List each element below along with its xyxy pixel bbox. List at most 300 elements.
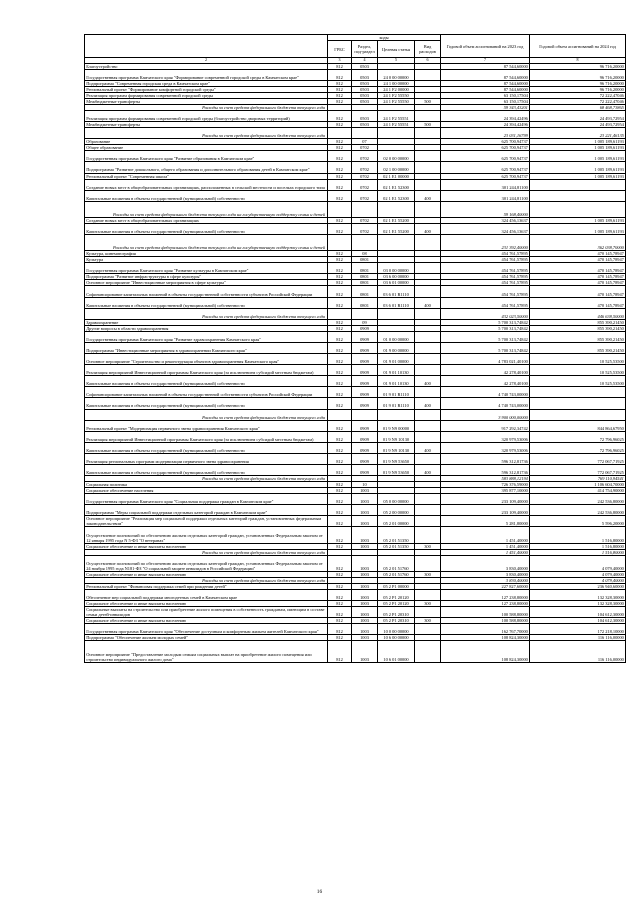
row-name: Основное мероприятие "Строительство и реконструкция объектов здравоохранения Камчатского края" xyxy=(85,354,328,365)
row-name: Реализация программ формирования современной городской среды xyxy=(85,92,328,98)
grbs-cell xyxy=(328,235,352,251)
grbs-cell: 812 xyxy=(328,482,352,488)
row-name: Культура xyxy=(85,257,328,263)
row-name: Реализация региональных программ модернизации первичного звена здравоохранения xyxy=(85,453,328,464)
razdel-cell: 1003 xyxy=(352,635,378,641)
row-name: Социальное обеспечение и иные выплаты населению xyxy=(85,571,328,577)
statya-cell: 02 1 E1 55200 xyxy=(378,223,415,234)
statya-cell: 02 0 00 00000 xyxy=(378,151,415,162)
row-name: Межбюджетные трансферты xyxy=(85,122,328,128)
razdel-cell: 0702 xyxy=(352,145,378,151)
header-codes: коды xyxy=(328,35,441,41)
budget-row xyxy=(85,151,626,162)
sum-2023-cell: 5 700 313,74842 xyxy=(441,342,530,353)
funding-note-text: Расходы за счет средств федерального бюджета текущего года xyxy=(85,128,328,139)
statya-cell xyxy=(378,235,415,251)
row-name: Государственная программа Камчатского края "Формирование современной городской среды в Камчатском крае" xyxy=(85,69,328,80)
grbs-cell: 812 xyxy=(328,583,352,589)
razdel-cell: 1003 xyxy=(352,607,378,618)
vid-cell: 400 xyxy=(415,223,441,234)
grbs-cell: 812 xyxy=(328,635,352,641)
razdel-cell: 0909 xyxy=(352,464,378,475)
funding-note-text: Расходы за счет средств федерального бюджета текущего года xyxy=(85,409,328,420)
sum-2024-cell: 23 221,46135 xyxy=(530,128,626,139)
sum-2023-cell: 454 761,57895 xyxy=(441,297,530,308)
sum-2024-cell: 470 145,78947 xyxy=(530,251,626,257)
row-name: Капитальные вложения в объекты государственной (муниципальной) собственности xyxy=(85,376,328,387)
sum-2023-cell: 454 761,57895 xyxy=(441,257,530,263)
funding-note-text: Расходы за счет средств федерального бюджета текущего года xyxy=(85,549,328,555)
header-sum-2023: Годовой объем ассигнований на 2023 год xyxy=(441,35,530,58)
razdel-cell: 0909 xyxy=(352,442,378,453)
budget-row xyxy=(85,286,626,297)
sum-2024-cell: 132 328,30000 xyxy=(530,601,626,607)
vid-cell: 500 xyxy=(415,98,441,104)
razdel-cell xyxy=(352,128,378,139)
row-name: Государственная программа Камчатского края "Развитие здравоохранения Камчатского края" xyxy=(85,331,328,342)
row-name: Подпрограмма "Инвестиционные мероприятия в здравоохранении Камчатского края" xyxy=(85,342,328,353)
statya-cell: 05 2 01 00000 xyxy=(378,516,415,527)
vid-cell xyxy=(415,555,441,571)
grbs-cell: 812 xyxy=(328,86,352,92)
row-name: Капитальные вложения в объекты государственной (муниципальной) собственности xyxy=(85,223,328,234)
row-name: Социальное обеспечение населения xyxy=(85,488,328,494)
grbs-cell: 812 xyxy=(328,179,352,190)
header-vid: Вид расходов xyxy=(415,41,441,58)
statya-cell: 24 1 F2 55551 xyxy=(378,122,415,128)
budget-row xyxy=(85,607,626,618)
vid-cell xyxy=(415,494,441,505)
sum-2024-cell: 470 145,78947 xyxy=(530,286,626,297)
row-name: Межбюджетные трансферты xyxy=(85,98,328,104)
grbs-cell: 812 xyxy=(328,325,352,331)
row-name: Региональный проект "Модернизация первичного звена здравоохранения Камчатского края" xyxy=(85,420,328,431)
sum-2024-cell: 1 005 189,61193 xyxy=(530,217,626,223)
header-sum-2024: Годовой объем ассигнований на 2024 год xyxy=(530,35,626,58)
statya-cell: 01 9 01 R1110 xyxy=(378,398,415,409)
statya-cell: 01 9 N9 53650 xyxy=(378,453,415,464)
sum-2024-cell: 470 145,78947 xyxy=(530,257,626,263)
razdel-cell: 1003 xyxy=(352,494,378,505)
statya-cell: 01 9 01 00000 xyxy=(378,354,415,365)
row-name: Основное мероприятие "Инвестиционные мероприятия в сфере культуры" xyxy=(85,280,328,286)
grbs-cell: 812 xyxy=(328,151,352,162)
vid-cell: 300 xyxy=(415,618,441,624)
grbs-cell: 812 xyxy=(328,376,352,387)
sum-2024-cell: 772 067,71925 xyxy=(530,464,626,475)
column-index: 4 xyxy=(352,58,378,64)
column-index: 2 xyxy=(85,58,328,64)
grbs-cell: 812 xyxy=(328,139,352,145)
sum-2024-cell: 96 716,20000 xyxy=(530,69,626,80)
razdel-cell xyxy=(352,409,378,420)
razdel-cell: 0503 xyxy=(352,98,378,104)
grbs-cell: 812 xyxy=(328,319,352,325)
sum-2024-cell: 116 116,00000 xyxy=(530,641,626,662)
sum-2023-cell: 1 451,40000 xyxy=(441,549,530,555)
grbs-cell: 812 xyxy=(328,251,352,257)
budget-row xyxy=(85,505,626,516)
budget-row xyxy=(85,179,626,190)
sum-2024-cell: 772 067,71925 xyxy=(530,453,626,464)
razdel-cell: 0909 xyxy=(352,398,378,409)
statya-cell: 03 6 01 R1110 xyxy=(378,297,415,308)
statya-cell: 24 1 F2 00000 xyxy=(378,86,415,92)
budget-row xyxy=(85,223,626,234)
grbs-cell: 812 xyxy=(328,122,352,128)
row-name: Капитальные вложения в объекты государственной (муниципальной) собственности xyxy=(85,464,328,475)
razdel-cell: 0702 xyxy=(352,151,378,162)
sum-2023-cell: 162 767,70000 xyxy=(441,624,530,635)
grbs-cell: 812 xyxy=(328,365,352,376)
row-name: Социальное обеспечение и иные выплаты населению xyxy=(85,618,328,624)
statya-cell: 01 9 01 10130 xyxy=(378,365,415,376)
vid-cell xyxy=(415,162,441,173)
sum-2023-cell: 454 761,57895 xyxy=(441,263,530,274)
row-name: Культура, кинематография xyxy=(85,251,328,257)
sum-2023-cell: 395 877,10000 xyxy=(441,488,530,494)
razdel-cell: 1003 xyxy=(352,601,378,607)
statya-cell: 01 9 N9 53650 xyxy=(378,464,415,475)
razdel-cell: 09 xyxy=(352,319,378,325)
statya-cell: 02 1 E1 52300 xyxy=(378,190,415,201)
vid-cell xyxy=(415,342,441,353)
row-name: Государственная программа Камчатского края "Развитие образования в Камчатском крае" xyxy=(85,151,328,162)
razdel-cell xyxy=(352,308,378,319)
sum-2023-cell: 227 827,60000 xyxy=(441,583,530,589)
sum-2024-cell: 470 145,78947 xyxy=(530,280,626,286)
razdel-cell: 0503 xyxy=(352,63,378,69)
razdel-cell: 0801 xyxy=(352,263,378,274)
row-name: Осуществление полномочий по обеспечению жильем отдельных категорий граждан, установленных Федеральным законом от 12 января 1995 года N 5-ФЗ "О ветеранах" xyxy=(85,527,328,543)
sum-2024-cell: 1 005 189,61193 xyxy=(530,173,626,179)
sum-2024-cell: 414 754,90000 xyxy=(530,488,626,494)
statya-cell: 24 1 F2 55551 xyxy=(378,111,415,122)
sum-2024-cell: 470 145,78947 xyxy=(530,263,626,274)
vid-cell: 300 xyxy=(415,601,441,607)
statya-cell: 03 6 01 00000 xyxy=(378,280,415,286)
statya-cell: 05 2 P1 00000 xyxy=(378,583,415,589)
grbs-cell: 812 xyxy=(328,590,352,601)
row-name: Государственная программа Камчатского края "Обеспечение доступным и комфортным жильем жителей Камчатского края" xyxy=(85,624,328,635)
sum-2023-cell: 4 783 021,40100 xyxy=(441,354,530,365)
funding-note-row xyxy=(85,308,626,319)
funding-note-text: Расходы за счет средств федерального бюджета текущего года на государственную поддержку семьи и детей xyxy=(85,201,328,217)
row-name: Основное мероприятие "Предоставление молодым семьям социальных выплат на приобретение жилого помещения или строительство индивидуального жилого дома" xyxy=(85,641,328,662)
statya-cell: 05 2 01 51760 xyxy=(378,555,415,571)
vid-cell xyxy=(415,69,441,80)
grbs-cell: 812 xyxy=(328,331,352,342)
sum-2024-cell: 1 005 189,61193 xyxy=(530,223,626,234)
sum-2023-cell: 100 588,80000 xyxy=(441,607,530,618)
vid-cell xyxy=(415,151,441,162)
grbs-cell: 812 xyxy=(328,98,352,104)
razdel-cell: 1003 xyxy=(352,505,378,516)
vid-cell xyxy=(415,201,441,217)
grbs-cell: 812 xyxy=(328,618,352,624)
grbs-cell: 812 xyxy=(328,173,352,179)
vid-cell xyxy=(415,607,441,618)
statya-cell: 05 2 00 00000 xyxy=(378,505,415,516)
grbs-cell xyxy=(328,201,352,217)
sum-2024-cell: 132 328,30000 xyxy=(530,590,626,601)
grbs-cell: 812 xyxy=(328,607,352,618)
grbs-cell: 812 xyxy=(328,63,352,69)
sum-2023-cell: 596 312,81736 xyxy=(441,464,530,475)
row-name: Подпрограмма "Меры социальной поддержки отдельных категорий граждан в Камчатском крае" xyxy=(85,505,328,516)
sum-2023-cell: 108 824,30000 xyxy=(441,641,530,662)
sum-2024-cell: 72 222,47046 xyxy=(530,92,626,98)
budget-row xyxy=(85,387,626,398)
row-name: Здравоохранение xyxy=(85,319,328,325)
vid-cell: 400 xyxy=(415,398,441,409)
row-name: Капитальные вложения в объекты государственной (муниципальной) собственности xyxy=(85,398,328,409)
grbs-cell: 812 xyxy=(328,527,352,543)
grbs-cell: 812 xyxy=(328,223,352,234)
funding-note-row xyxy=(85,409,626,420)
row-name: Создание новых мест в общеобразовательных организациях xyxy=(85,217,328,223)
grbs-cell: 812 xyxy=(328,555,352,571)
column-index: 8 xyxy=(530,58,626,64)
razdel-cell: 0909 xyxy=(352,354,378,365)
vid-cell xyxy=(415,354,441,365)
grbs-cell: 812 xyxy=(328,69,352,80)
funding-note-row xyxy=(85,201,626,217)
row-name: Капитальные вложения в объекты государственной (муниципальной) собственности xyxy=(85,297,328,308)
razdel-cell: 0909 xyxy=(352,325,378,331)
row-name: Осуществление полномочий по обеспечению жильем отдельных категорий граждан, установленных Федеральным законом от 24 ноября 1995 года N181-ФЗ "О социальной защите инвалидов в Российской Федерации" xyxy=(85,555,328,571)
sum-2023-cell: 454 761,57895 xyxy=(441,280,530,286)
sum-2023-cell: 3 830,40000 xyxy=(441,571,530,577)
row-name: Социальные выплаты на строительство или приобретение жилого помещения в собственность гражданам, имеющим в составе семьи детей-инвалидов xyxy=(85,607,328,618)
razdel-cell: 0909 xyxy=(352,365,378,376)
grbs-cell xyxy=(328,308,352,319)
vid-cell xyxy=(415,331,441,342)
page-number: 16 xyxy=(316,889,323,895)
vid-cell xyxy=(415,590,441,601)
razdel-cell: 08 xyxy=(352,251,378,257)
budget-row xyxy=(85,516,626,527)
row-name: Реализация мероприятий Инвестиционной программы Камчатского края (за исключением субсидий местным бюджетам) xyxy=(85,365,328,376)
grbs-cell: 812 xyxy=(328,398,352,409)
statya-cell xyxy=(378,409,415,420)
sum-2023-cell: 3 830,40000 xyxy=(441,577,530,583)
statya-cell: 05 2 01 51350 xyxy=(378,543,415,549)
sum-2023-cell: 432 023,50000 xyxy=(441,308,530,319)
razdel-cell: 0801 xyxy=(352,257,378,263)
razdel-cell: 0909 xyxy=(352,420,378,431)
statya-cell: 03 6 00 00000 xyxy=(378,274,415,280)
sum-2024-cell: 1 516,80000 xyxy=(530,527,626,543)
razdel-cell: 0909 xyxy=(352,331,378,342)
budget-row xyxy=(85,162,626,173)
grbs-cell: 812 xyxy=(328,297,352,308)
statya-cell: 10 0 00 00000 xyxy=(378,624,415,635)
sum-2023-cell: 87 544,60000 xyxy=(441,69,530,80)
row-name: Софинансирование капитальных вложений в объекты государственной собственности субъектов Российской Федерации xyxy=(85,387,328,398)
grbs-cell: 812 xyxy=(328,464,352,475)
sum-2023-cell: 100 588,80000 xyxy=(441,618,530,624)
sum-2023-cell: 5 700 313,74842 xyxy=(441,331,530,342)
grbs-cell: 812 xyxy=(328,543,352,549)
sum-2023-cell: 42 278,40100 xyxy=(441,365,530,376)
row-name: Реализация программ формирования современной городской среды (благоустройство дворовых территорий) xyxy=(85,111,328,122)
row-name: Подпрограмма "Современная городская среда в Камчатском крае" xyxy=(85,80,328,86)
sum-2023-cell: 583 888,12194 xyxy=(441,476,530,482)
sum-2023-cell: 127 238,80000 xyxy=(441,590,530,601)
budget-row xyxy=(85,420,626,431)
grbs-cell: 812 xyxy=(328,274,352,280)
budget-row xyxy=(85,354,626,365)
sum-2023-cell: 5 700 313,74842 xyxy=(441,319,530,325)
sum-2024-cell: 104 612,30000 xyxy=(530,607,626,618)
sum-2024-cell: 470 145,78947 xyxy=(530,297,626,308)
row-name: Региональный проект "Формирование комфортной городской среды" xyxy=(85,86,328,92)
row-name: Благоустройство xyxy=(85,63,328,69)
row-name: Социальное обеспечение и иные выплаты населению xyxy=(85,543,328,549)
header-razdel: Раздел, под-раздел xyxy=(352,41,378,58)
statya-cell: 05 2 P1 20120 xyxy=(378,601,415,607)
statya-cell: 01 9 01 10130 xyxy=(378,376,415,387)
statya-cell: 05 2 01 51350 xyxy=(378,527,415,543)
grbs-cell: 812 xyxy=(328,516,352,527)
grbs-cell: 812 xyxy=(328,80,352,86)
vid-cell xyxy=(415,235,441,251)
sum-2023-cell: 87 544,60000 xyxy=(441,86,530,92)
razdel-cell: 0801 xyxy=(352,274,378,280)
razdel-cell: 0801 xyxy=(352,297,378,308)
vid-cell xyxy=(415,111,441,122)
sum-2024-cell xyxy=(530,179,626,190)
statya-cell: 03 6 01 R1110 xyxy=(378,286,415,297)
sum-2023-cell: 324 456,13637 xyxy=(441,223,530,234)
sum-2024-cell: 96 716,20000 xyxy=(530,80,626,86)
grbs-cell: 812 xyxy=(328,624,352,635)
vid-cell xyxy=(415,624,441,635)
statya-cell xyxy=(378,128,415,139)
grbs-cell: 812 xyxy=(328,286,352,297)
statya-cell: 02 1 E1 00000 xyxy=(378,173,415,179)
sum-2023-cell: 59 343,43201 xyxy=(441,104,530,110)
sum-2024-cell: 10 525,53500 xyxy=(530,354,626,365)
sum-2024-cell: 855 390,21450 xyxy=(530,342,626,353)
vid-cell xyxy=(415,516,441,527)
budget-row xyxy=(85,555,626,571)
razdel-cell: 0702 xyxy=(352,173,378,179)
grbs-cell: 812 xyxy=(328,641,352,662)
sum-2023-cell: 596 312,81736 xyxy=(441,453,530,464)
row-name: Капитальные вложения в объекты государственной (муниципальной) собственности xyxy=(85,442,328,453)
statya-cell: 05 2 01 51760 xyxy=(378,571,415,577)
statya-cell xyxy=(378,308,415,319)
sum-2023-cell: 3 830,40000 xyxy=(441,555,530,571)
razdel-cell: 1003 xyxy=(352,583,378,589)
grbs-cell: 812 xyxy=(328,488,352,494)
grbs-cell: 812 xyxy=(328,420,352,431)
vid-cell xyxy=(415,505,441,516)
vid-cell xyxy=(415,308,441,319)
statya-cell: 02 1 00 00000 xyxy=(378,162,415,173)
sum-2024-cell: 446 638,50000 xyxy=(530,308,626,319)
funding-note-text: Расходы за счет средств федерального бюджета текущего года xyxy=(85,104,328,110)
razdel-cell: 0702 xyxy=(352,223,378,234)
vid-cell xyxy=(415,286,441,297)
sum-2024-cell: 769 110,94541 xyxy=(530,476,626,482)
sum-2024-cell: 1 516,80000 xyxy=(530,543,626,549)
budget-row xyxy=(85,365,626,376)
row-name: Государственная программа Камчатского края "Развитие культуры в Камчатском крае" xyxy=(85,263,328,274)
budget-row xyxy=(85,398,626,409)
sum-2023-cell: 324 456,13637 xyxy=(441,217,530,223)
grbs-cell: 812 xyxy=(328,92,352,98)
grbs-cell xyxy=(328,409,352,420)
razdel-cell: 1003 xyxy=(352,641,378,662)
sum-2024-cell xyxy=(530,398,626,409)
razdel-cell: 1003 xyxy=(352,543,378,549)
razdel-cell xyxy=(352,201,378,217)
row-name: Создание новых мест в общеобразовательных организациях, расположенных в сельской местности и поселках городского типа xyxy=(85,179,328,190)
razdel-cell: 0503 xyxy=(352,92,378,98)
sum-2023-cell: 3 900 000,00000 xyxy=(441,409,530,420)
statya-cell: 01 9 N9 10130 xyxy=(378,442,415,453)
vid-cell xyxy=(415,453,441,464)
sum-2023-cell: 726 376,59000 xyxy=(441,482,530,488)
column-index: 5 xyxy=(378,58,415,64)
sum-2023-cell: 1 451,40000 xyxy=(441,527,530,543)
budget-row xyxy=(85,624,626,635)
statya-cell: 05 2 P1 20120 xyxy=(378,590,415,601)
razdel-cell: 1003 xyxy=(352,527,378,543)
vid-cell xyxy=(415,263,441,274)
funding-note-text: Расходы за счет средств федерального бюджета текущего года xyxy=(85,577,328,583)
sum-2024-cell: 96 716,20000 xyxy=(530,86,626,92)
row-name: Реализация мероприятий Инвестиционной программы Камчатского края (за исключением субсидий местным бюджетам) xyxy=(85,431,328,442)
grbs-cell: 812 xyxy=(328,257,352,263)
razdel-cell: 0503 xyxy=(352,80,378,86)
sum-2023-cell: 625 700,94737 xyxy=(441,151,530,162)
budget-row xyxy=(85,590,626,601)
sum-2023-cell: 233 109,40000 xyxy=(441,494,530,505)
row-name: Социальное обеспечение и иные выплаты населению xyxy=(85,601,328,607)
sum-2024-cell: 1 005 189,61193 xyxy=(530,139,626,145)
razdel-cell: 1003 xyxy=(352,618,378,624)
sum-2023-cell: 917 292,34742 xyxy=(441,420,530,431)
budget-row xyxy=(85,111,626,122)
grbs-cell: 812 xyxy=(328,162,352,173)
funding-note-text: Расходы за счет средств федерального бюджета текущего года xyxy=(85,476,328,482)
razdel-cell: 0909 xyxy=(352,342,378,353)
statya-cell xyxy=(378,201,415,217)
grbs-cell: 812 xyxy=(328,505,352,516)
statya-cell: 01 9 01 R1110 xyxy=(378,387,415,398)
razdel-cell: 1003 xyxy=(352,590,378,601)
sum-2023-cell: 320 979,53006 xyxy=(441,431,530,442)
razdel-cell: 0702 xyxy=(352,179,378,190)
sum-2023-cell: 127 238,80000 xyxy=(441,601,530,607)
sum-2023-cell: 1 451,40000 xyxy=(441,543,530,549)
sum-2023-cell: 59 168,40000 xyxy=(441,201,530,217)
grbs-cell: 812 xyxy=(328,387,352,398)
budget-row xyxy=(85,494,626,505)
header-statya: Целевая статья xyxy=(378,41,415,58)
row-name: Региональный проект "Современная школа" xyxy=(85,173,328,179)
row-name: Образование xyxy=(85,139,328,145)
sum-2024-cell: 1 005 189,61193 xyxy=(530,145,626,151)
sum-2023-cell: 5 700 313,74842 xyxy=(441,325,530,331)
header-name xyxy=(85,35,328,58)
statya-cell: 02 1 E1 55200 xyxy=(378,217,415,223)
sum-2024-cell: 116 116,00000 xyxy=(530,635,626,641)
